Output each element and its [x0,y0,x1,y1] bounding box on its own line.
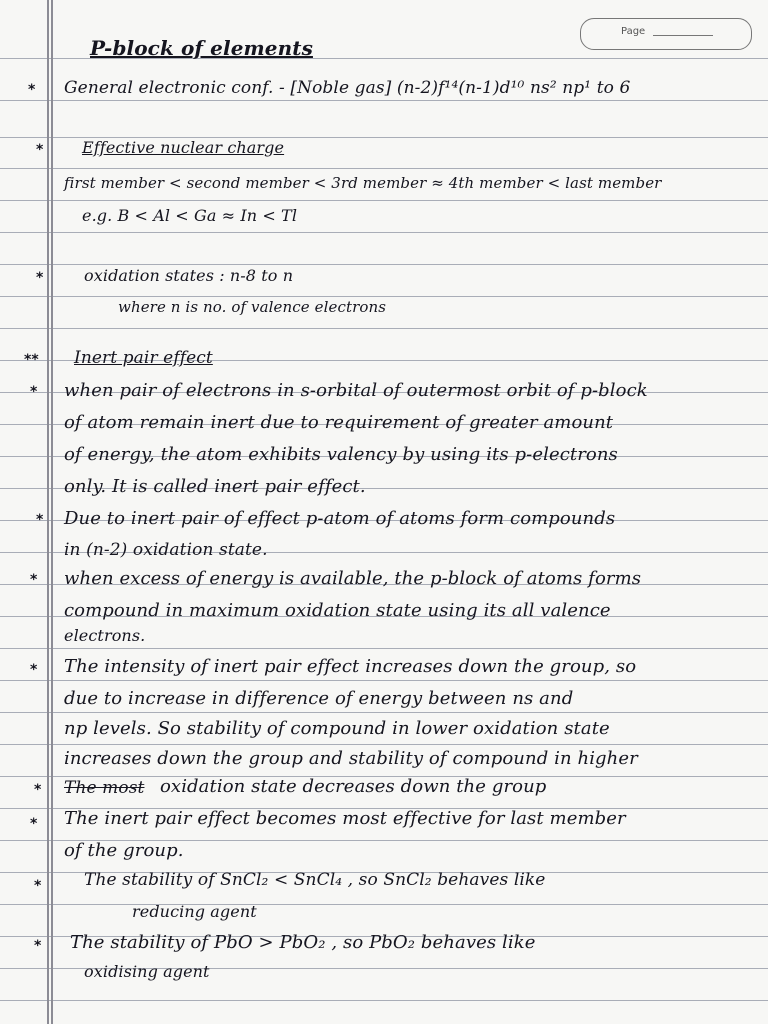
ruled-line [0,232,768,233]
struck-out-text: The most [64,778,145,798]
ruled-line [0,168,768,169]
ruled-line [0,100,768,101]
inert-pair-para-2-line-2: in (n-2) oxidation state. [64,540,268,560]
ruled-line [0,296,768,297]
ruled-line [0,264,768,265]
inert-pair-para-3-line-1: when excess of energy is available, the p-block of atoms forms [64,568,642,589]
inert-pair-para-2-line-1: Due to inert pair of effect p-atom of atoms form compounds [64,508,616,529]
inert-pair-para-5-line-1: The inert pair effect becomes most effective for last member [64,808,626,829]
oxidation-states-note: where n is no. of valence electrons [118,298,387,316]
inert-pair-effect-heading: Inert pair effect [74,348,213,368]
bullet-star: * [30,384,38,400]
bullet-star: * [34,938,42,954]
ruled-line [0,904,768,905]
general-config-line: General electronic conf. - [Noble gas] (n-2)f¹⁴(n-1)d¹⁰ ns² np¹ to 6 [64,78,631,98]
inert-pair-para-3-line-3: electrons. [64,626,146,645]
inert-pair-para-4-line-2: due to increase in difference of energy between ns and [64,688,574,709]
inert-pair-para-1-line-1: when pair of electrons in s-orbital of outermost orbit of p-block [64,380,648,401]
inert-pair-para-3-line-2: compound in maximum oxidation state using its all valence [64,600,611,621]
ruled-line [0,648,768,649]
inert-pair-para-4-line-5: oxidation state decreases down the group [160,776,547,797]
ruled-line [0,200,768,201]
bullet-star: * [36,512,44,528]
inert-pair-para-7-line-2: oxidising agent [84,962,210,981]
margin-line [47,0,49,1024]
effective-nuclear-charge-heading: Effective nuclear charge [82,138,285,157]
bullet-star: * [28,82,36,98]
ruled-line [0,680,768,681]
bullet-star: * [36,270,44,286]
inert-pair-para-4-line-1: The intensity of inert pair effect increases down the group, so [64,656,637,677]
ruled-line [0,712,768,713]
inert-pair-para-1-line-4: only. It is called inert pair effect. [64,476,366,497]
inert-pair-para-7-line-1: The stability of PbO > PbO₂ , so PbO₂ behaves like [70,932,536,953]
inert-pair-para-1-line-2: of atom remain inert due to requirement of greater amount [64,412,614,433]
page-number-box [580,18,752,50]
inert-pair-para-6-line-1: The stability of SnCl₂ < SnCl₄ , so SnCl₂ behaves like [84,870,546,890]
bullet-star: * [30,572,38,588]
bullet-star: * [36,142,44,158]
inert-pair-para-5-line-2: of the group. [64,840,184,861]
bullet-star: * [34,782,42,798]
ruled-line [0,328,768,329]
effective-nuclear-charge-order: first member < second member < 3rd member ≈ 4th member < last member [64,174,662,192]
inert-pair-para-4-line-4: increases down the group and stability of compound in higher [64,748,638,769]
bullet-double-star: ** [24,352,39,368]
page-title: P-block of elements [90,36,313,60]
ruled-line [0,1000,768,1001]
effective-nuclear-charge-example: e.g. B < Al < Ga ≈ In < Tl [82,206,298,225]
oxidation-states-line: oxidation states : n-8 to n [84,266,294,285]
ruled-line [0,744,768,745]
bullet-star: * [30,816,38,832]
page-number-blank [653,35,713,36]
inert-pair-para-6-line-2: reducing agent [132,902,257,921]
margin-line [51,0,53,1024]
inert-pair-para-4-line-3: np levels. So stability of compound in lower oxidation state [64,718,610,739]
inert-pair-para-1-line-3: of energy, the atom exhibits valency by using its p-electrons [64,444,618,465]
bullet-star: * [34,878,42,894]
page-label: Page [621,26,646,37]
bullet-star: * [30,662,38,678]
